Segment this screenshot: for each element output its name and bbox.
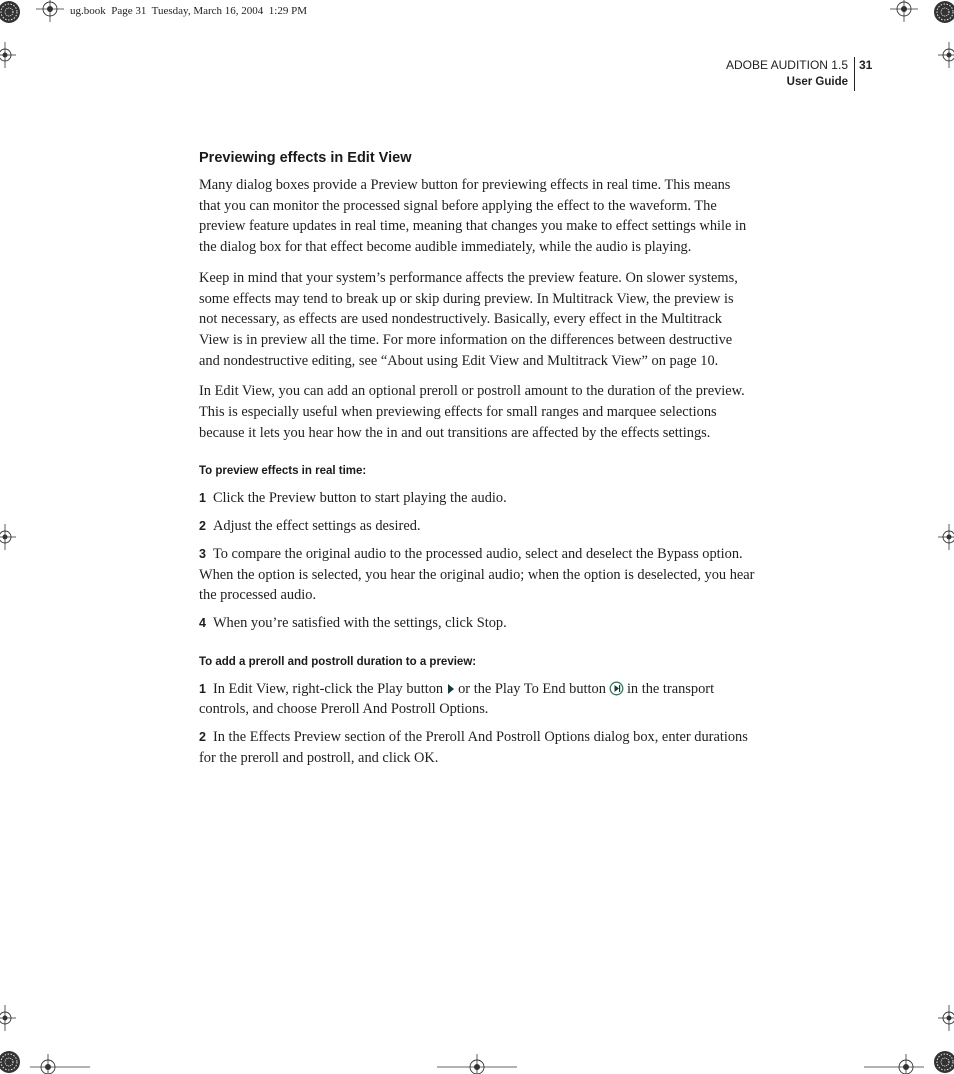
registration-mark-icon	[0, 42, 16, 68]
step-text: Adjust the effect settings as desired.	[212, 518, 421, 535]
print-slug: ug.book Page 31 Tuesday, March 16, 2004 1:29 PM	[70, 5, 308, 17]
registration-mark-icon	[864, 1054, 924, 1074]
registration-mark-icon	[437, 1054, 517, 1074]
procedure-heading: To add a preroll and postroll duration to a preview:	[199, 655, 477, 668]
procedure-step	[199, 488, 755, 509]
starburst-mark-icon	[932, 0, 954, 26]
procedure-step	[199, 727, 755, 768]
step-text: in the transport controls, and choose Preroll And Postroll Options.	[199, 680, 715, 718]
paragraph: In Edit View, you can add an optional preroll or postroll amount to the duration of the preview. This is especially useful when previewing effects for small ranges and marquee selections because it lets you hear how the in and out transitions are affected by the effects settings.	[199, 383, 745, 441]
procedure-heading: To preview effects in real time:	[199, 465, 367, 478]
registration-mark-icon	[938, 1005, 954, 1031]
section-title: Previewing effects in Edit View	[199, 150, 412, 166]
procedure-step	[199, 679, 755, 720]
step-text: In the Effects Preview section of the Preroll And Postroll Options dialog box, enter durations for the preroll and postroll, and click OK.	[199, 729, 748, 766]
registration-mark-icon	[0, 1005, 16, 1031]
play-icon	[448, 684, 454, 694]
procedure-step	[199, 613, 755, 634]
play-to-end-icon	[609, 681, 624, 696]
starburst-mark-icon	[932, 1048, 954, 1074]
paragraph: Many dialog boxes provide a Preview button for previewing effects in real time. This means that you can monitor the processed signal before applying the effect to the waveform. The preview feature updates in real time, meaning that changes you make to effect settings while in the dialog box for that effect become audible immediately, while the audio is playing.	[199, 177, 747, 256]
step-text: In Edit View, right-click the Play button	[212, 680, 444, 697]
registration-mark-icon	[30, 1054, 90, 1074]
product-name: ADOBE AUDITION 1.5	[725, 58, 848, 72]
paragraph: Keep in mind that your system’s performance affects the preview feature. On slower systems, some effects may tend to break up or skip during preview. In Multitrack View, the preview is not necessary, as effects are used nondestructively. Basically, every effect in the Multitrack View is in preview all the time. For more information on the differences between destructive and nondestructive editing, see “About using Edit View and Multitrack View” on page 10.	[199, 269, 738, 369]
registration-mark-icon	[938, 42, 954, 68]
procedure-step	[199, 516, 755, 537]
step-number: 4	[199, 615, 206, 630]
step-number: 2	[199, 519, 206, 534]
step-number: 3	[199, 546, 206, 561]
step-text: To compare the original audio to the processed audio, select and deselect the Bypass option. When the option is selected, you hear the original audio; when the option is deselected, you hear the processed audio.	[199, 545, 755, 604]
step-number: 1	[199, 491, 206, 506]
registration-mark-icon	[36, 0, 64, 22]
page-content	[199, 148, 755, 775]
starburst-mark-icon	[0, 1048, 22, 1074]
running-header	[726, 57, 848, 91]
step-text: or the Play To End button	[458, 680, 606, 697]
registration-mark-icon	[938, 524, 954, 550]
step-text: When you’re satisfied with the settings, click Stop.	[212, 614, 507, 631]
step-text: Click the Preview button to start playing the audio.	[212, 490, 507, 507]
guide-name: User Guide	[786, 76, 848, 88]
header-rule	[854, 57, 855, 91]
procedure-step	[199, 544, 755, 606]
starburst-mark-icon	[0, 0, 22, 26]
registration-mark-icon	[890, 0, 918, 22]
page-number: 31	[859, 58, 873, 72]
step-number: 2	[199, 730, 206, 745]
registration-mark-icon	[0, 524, 16, 550]
step-number: 1	[199, 681, 206, 696]
